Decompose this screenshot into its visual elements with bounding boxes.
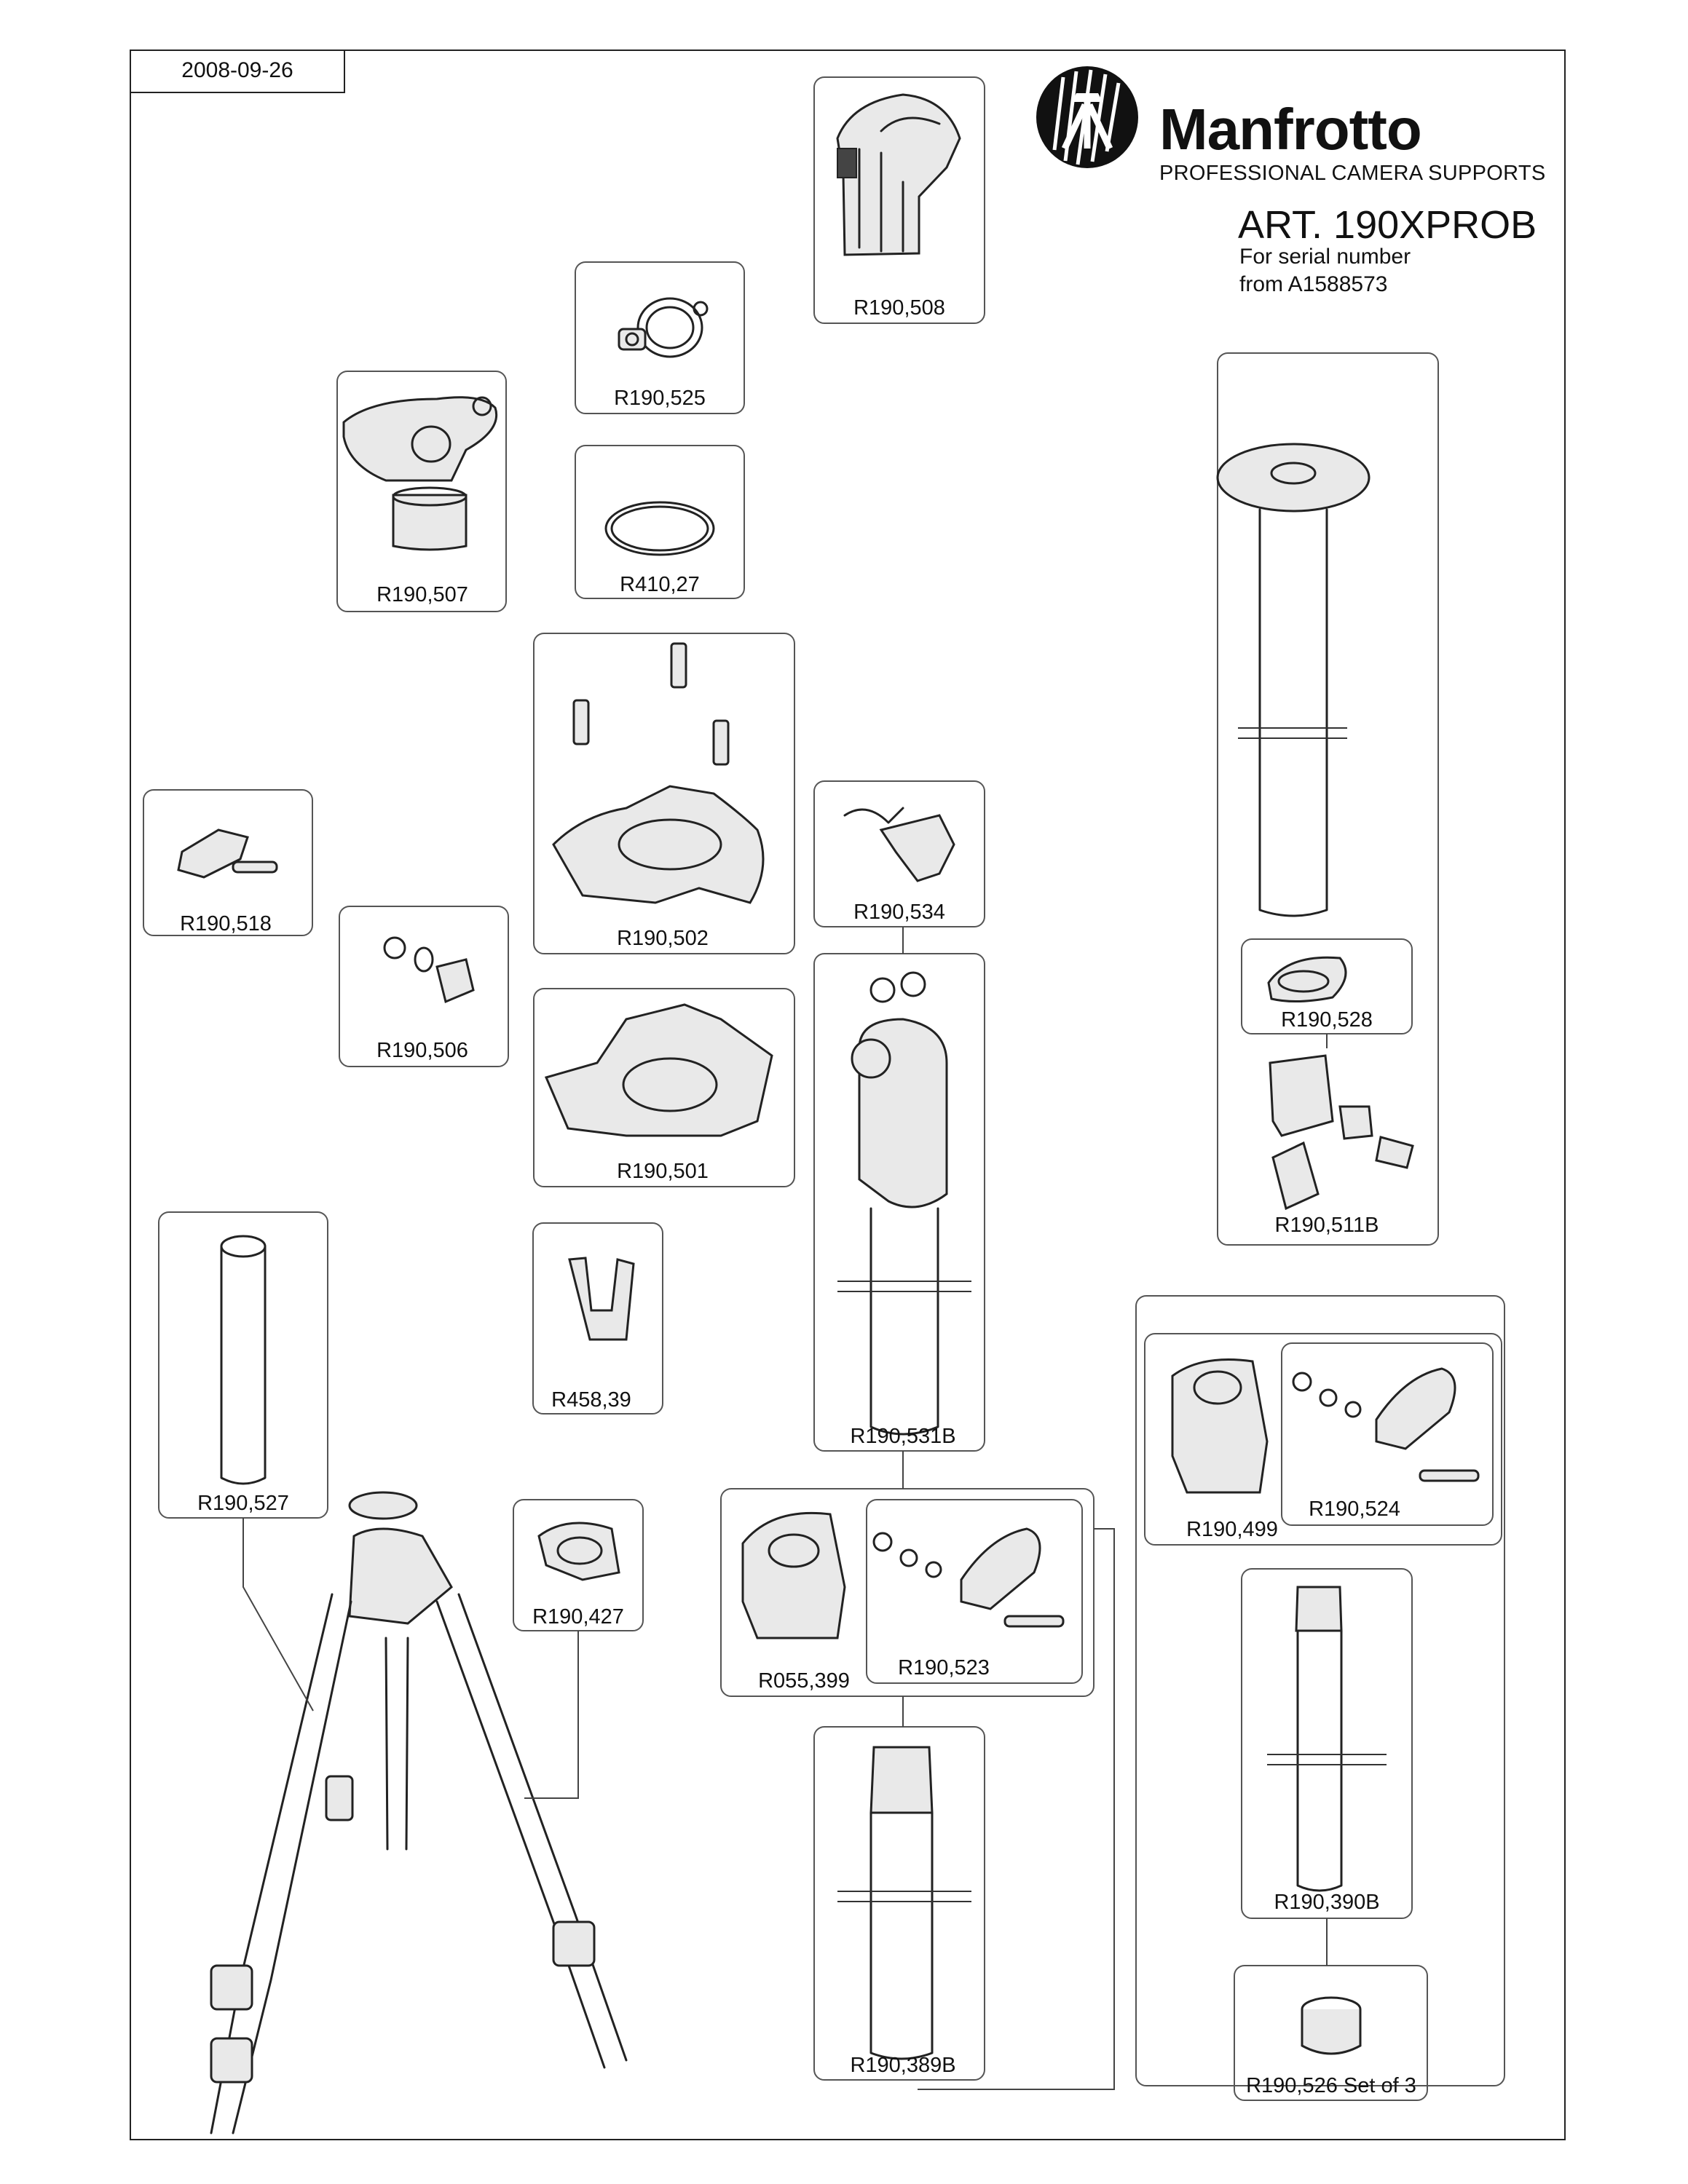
- label-r190-526: R190,526 Set of 3: [1246, 2074, 1416, 2097]
- part-r190-518: [143, 790, 312, 935]
- part-r190-511b: [1270, 1056, 1413, 1237]
- part-r055-399-group: [721, 1489, 1094, 1696]
- label-r410-27: R410,27: [620, 573, 700, 596]
- part-r190-534: [814, 781, 985, 927]
- label-r190-499: R190,499: [1186, 1518, 1278, 1541]
- part-r190-389b: [814, 1727, 985, 2080]
- part-r410-27: [575, 446, 744, 598]
- label-r190-534: R190,534: [853, 901, 945, 924]
- article-title: ART. 190XPROB: [1238, 203, 1537, 247]
- serial-note-line-2: from A1588573: [1239, 272, 1388, 296]
- part-r190-506: [339, 906, 508, 1067]
- label-r190-528: R190,528: [1281, 1008, 1373, 1032]
- label-r190-507: R190,507: [376, 583, 468, 606]
- label-r190-518: R190,518: [180, 912, 272, 935]
- brand-name: Manfrotto: [1159, 97, 1421, 162]
- part-r190-390b: [1242, 1569, 1412, 1918]
- label-r190-525: R190,525: [614, 387, 706, 410]
- label-r190-524: R190,524: [1309, 1497, 1400, 1521]
- label-r190-427: R190,427: [532, 1605, 624, 1629]
- label-r190-502: R190,502: [617, 927, 709, 950]
- label-r190-390b: R190,390B: [1274, 1891, 1380, 1914]
- label-r190-527: R190,527: [197, 1492, 289, 1515]
- tripod-assembly-drawing: [211, 1492, 626, 2133]
- part-r190-502: [534, 633, 794, 954]
- label-r190-531b: R190,531B: [850, 1425, 956, 1448]
- label-r190-506: R190,506: [376, 1039, 468, 1062]
- part-r190-507: [337, 371, 506, 612]
- part-r190-527: [159, 1212, 328, 1518]
- part-r458-39: [533, 1223, 663, 1414]
- label-r190-389b: R190,389B: [850, 2054, 956, 2077]
- part-r190-499-group: [1136, 1296, 1504, 2086]
- brand-tagline: PROFESSIONAL CAMERA SUPPORTS: [1159, 162, 1546, 185]
- label-r190-523: R190,523: [898, 1656, 990, 1679]
- part-r190-501: [534, 989, 794, 1187]
- part-r190-525: [575, 262, 744, 414]
- part-r190-531b: [814, 954, 985, 1451]
- date-label: 2008-09-26: [181, 58, 293, 82]
- part-r190-526: [1234, 1966, 1427, 2100]
- part-r190-508: [814, 77, 985, 323]
- serial-note-line-1: For serial number: [1239, 245, 1411, 269]
- label-r458-39: R458,39: [551, 1388, 631, 1412]
- part-r190-427: [513, 1500, 643, 1631]
- part-r190-528: [1242, 939, 1412, 1034]
- label-r190-511b: R190,511B: [1274, 1214, 1379, 1237]
- label-r190-501: R190,501: [617, 1160, 709, 1183]
- label-r055-399: R055,399: [758, 1669, 850, 1693]
- label-r190-508: R190,508: [853, 296, 945, 320]
